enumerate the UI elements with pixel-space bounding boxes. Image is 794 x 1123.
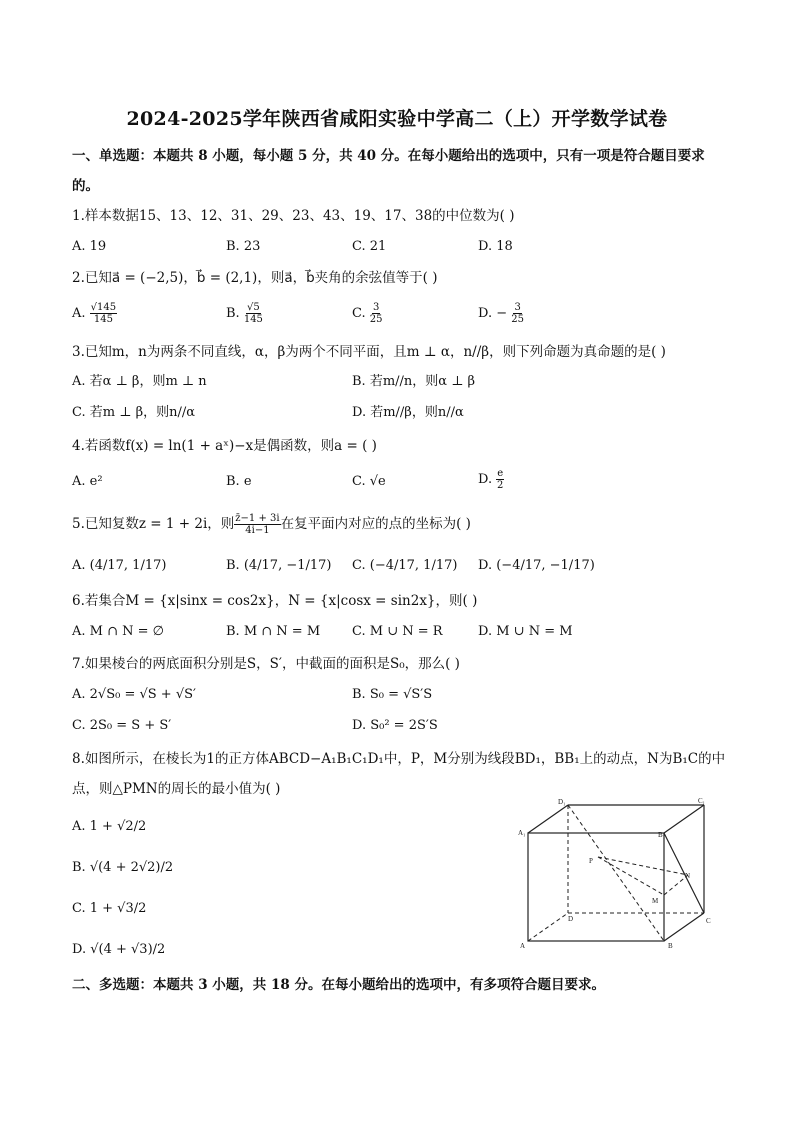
page-title: 2024-2025学年陕西省咸阳实验中学高二（上）开学数学试卷	[126, 108, 668, 130]
q2-a-label: A.	[72, 306, 86, 321]
q7-option-b: B. S₀ = √S′S	[352, 687, 433, 702]
q8-option-b: B. √(4 + 2√2)/2	[72, 860, 174, 875]
q5-option-b: B. (4/17, −1/17)	[226, 558, 332, 573]
q2-a-num: √145	[90, 302, 117, 313]
q2-stem: 2.已知a⃗ = (−2,5)，b⃗ = (2,1)，则a⃗，b⃗夹角的余弦值等于( )	[72, 270, 438, 286]
q4-d-num: e	[497, 468, 504, 479]
q4-stem: 4.若函数f(x) = ln(1 + aˣ)−x是偶函数，则a = ( )	[72, 438, 377, 454]
q2-option-c	[352, 302, 383, 325]
q2-option-d	[478, 302, 524, 325]
q5-stem-post: 在复平面内对应的点的坐标为( )	[280, 516, 471, 532]
edge-ad	[528, 913, 568, 941]
q3-stem: 3.已知m，n为两条不同直线，α，β为两个不同平面，且m ⊥ α，n//β，则下列命题为真命题的是( )	[72, 344, 666, 360]
q4-d-den: 2	[497, 480, 504, 491]
label-d1: D₁	[558, 798, 566, 806]
label-b1: B₁	[658, 831, 666, 839]
section2-heading: 二、多选题：本题共 3 小题，共 18 分。在每小题给出的选项中，有多项符合题目要求。	[72, 977, 605, 993]
q6-option-a: A. M ∩ N = ∅	[72, 624, 164, 639]
label-m: M	[652, 897, 659, 905]
q2-c-den: 25	[369, 314, 383, 325]
q4-option-c: C. √e	[352, 474, 386, 489]
q7-option-a: A. 2√S₀ = √S + √S′	[72, 687, 196, 702]
label-n: N	[685, 872, 691, 880]
q2-b-num: √5	[247, 302, 260, 313]
segment-b1c	[664, 833, 704, 913]
q6-option-c: C. M ∪ N = R	[352, 624, 443, 639]
label-b: B	[668, 942, 673, 950]
label-c1: C₁	[698, 797, 706, 805]
q2-a-den: 145	[93, 314, 113, 325]
q4-d-fraction	[496, 468, 504, 491]
q2-option-a	[72, 302, 117, 325]
section1-heading-cont: 的。	[72, 178, 99, 194]
q2-b-fraction	[244, 302, 263, 325]
q2-d-label: D. −	[478, 306, 508, 321]
label-d: D	[568, 915, 574, 923]
q2-option-b	[226, 302, 263, 325]
q8-option-a: A. 1 + √2/2	[72, 819, 147, 834]
q8-stem-line2: 点，则△PMN的周长的最小值为( )	[72, 781, 281, 797]
q4-option-a: A. e²	[72, 474, 103, 489]
q6-stem: 6.若集合M = {x|sinx = cos2x}，N = {x|cosx = sin2x}，则( )	[72, 593, 478, 609]
edge-b1c1	[664, 805, 704, 833]
q4-option-b: B. e	[226, 474, 252, 489]
q2-c-fraction	[370, 302, 383, 325]
q4-option-d	[478, 468, 504, 491]
q5-stem-pre: 5.已知复数z = 1 + 2i，则	[72, 516, 235, 532]
q1-option-a: A. 19	[72, 239, 107, 254]
cube-front-face	[528, 833, 664, 941]
q2-b-den: 145	[243, 314, 263, 325]
q1-option-b: B. 23	[226, 239, 261, 254]
q5-fraction	[234, 513, 280, 536]
segment-pn	[598, 857, 688, 875]
section1-heading: 一、单选题：本题共 8 小题，每小题 5 分，共 40 分。在每小题给出的选项中，只有一项是符合题目要求	[72, 148, 705, 164]
label-c: C	[706, 917, 711, 925]
label-p: P	[589, 857, 593, 865]
q7-stem: 7.如果棱台的两底面积分别是S，S′，中截面的面积是S₀，那么( )	[72, 656, 460, 672]
cube-figure	[510, 795, 720, 955]
q4-d-label: D.	[478, 472, 493, 487]
q2-d-fraction	[511, 302, 524, 325]
q6-option-b: B. M ∩ N = M	[226, 624, 321, 639]
q5-option-d: D. (−4/17, −1/17)	[478, 558, 595, 573]
q1-option-d: D. 18	[478, 239, 513, 254]
diagonal-bd1	[568, 805, 664, 941]
q8-stem-line1: 8.如图所示，在棱长为1的正方体ABCD−A₁B₁C₁D₁中，P，M分别为线段BD₁，BB₁上的动点，N为B₁C的中	[72, 751, 726, 767]
q2-d-num: 3	[514, 302, 521, 313]
segment-pm	[598, 857, 664, 895]
q2-c-num: 3	[372, 302, 380, 313]
q5-stem	[72, 513, 471, 536]
q2-d-den: 25	[511, 314, 524, 325]
q8-option-c: C. 1 + √3/2	[72, 901, 147, 916]
q1-stem: 1.样本数据15、13、12、31、29、23、43、19、17、38的中位数为( )	[72, 208, 515, 224]
label-a1: A₁	[518, 829, 526, 837]
q7-option-c: C. 2S₀ = S + S′	[72, 718, 172, 733]
q5-option-c: C. (−4/17, 1/17)	[352, 558, 458, 573]
q3-option-c: C. 若m ⊥ β，则n//α	[72, 405, 195, 420]
q7-option-d: D. S₀² = 2S′S	[352, 718, 438, 733]
q2-b-label: B.	[226, 306, 240, 321]
q6-option-d: D. M ∪ N = M	[478, 624, 573, 639]
label-a: A	[520, 942, 526, 950]
q2-c-label: C.	[352, 306, 366, 321]
q3-option-d: D. 若m//β，则n//α	[352, 405, 464, 420]
q1-option-c: C. 21	[352, 239, 387, 254]
q5-frac-num: z̄−1 + 3i	[235, 513, 280, 524]
q5-option-a: A. (4/17, 1/17)	[72, 558, 167, 573]
q3-option-a: A. 若α ⊥ β，则m ⊥ n	[72, 374, 207, 389]
q8-option-d: D. √(4 + √3)/2	[72, 942, 166, 957]
q3-option-b: B. 若m//n，则α ⊥ β	[352, 374, 476, 389]
q5-frac-den: 4i−1	[245, 525, 270, 536]
edge-a1d1	[528, 805, 568, 833]
q2-a-fraction	[90, 302, 117, 325]
edge-bc	[664, 913, 704, 941]
